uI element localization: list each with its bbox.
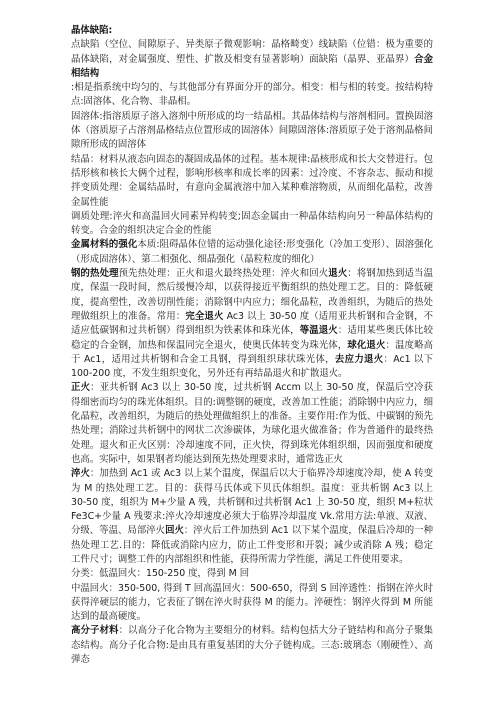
- paragraph-heat-treatment: 钢的热处理预先热处理：正火和退火最终热处理：淬火和回火退火：将钢加热到适当温度，保温一段时间，然后缓慢冷却，以获得接近平衡组织的热处理工艺。目的：降低硬度，提高塑性，改善切削性能；消除钢中内应力；细化晶粒，改善组织，为随后的热处理做组织上的准备。常用：完全退火 Ac3 以上 30-50 度（适用亚共析钢和合金钢，不适应低碳钢和过共析钢）得到组织为铁素体和珠光体，等温退火：适用某些奥氏体比较稳定的合金钢，加热和保温同完全退火，使奥氏体转变为珠光体，球化退火：温度略高于 Ac1，适用过共析钢和合金工具钢，得到组织球状珠光体，去应力退火：Ac1 以下 100-200 度，不发生组织变化，另外还有再结晶退火和扩散退火。: [71, 268, 433, 380]
- paragraph-classification: 分类：低温回火：150-250 度，得到 M 回: [71, 568, 250, 580]
- paragraph-defects: 点缺陷（空位、间隙原子、异类原子微观影响：晶格畸变）线缺陷（位错：极为重要的晶体缺陷，对金属强度、塑性、扩散及相变有显著影响）面缺陷（晶界、亚晶界）合金相结构: [71, 39, 433, 79]
- term-strengthening: 金属材料的强化: [71, 239, 138, 251]
- heading-crystal-defects: 晶体缺陷:: [71, 25, 113, 36]
- term-tempering: 回火: [165, 525, 184, 537]
- paragraph-quench-temper: 调质处理:淬火和高温回火同素异构转变;固态金属由一种晶体结构向另一种晶体结构的转变。合金的组织决定合金的性能: [71, 210, 433, 237]
- term-quenching: 淬火: [71, 468, 90, 480]
- paragraph-tempering-ranges: 中温回火：350-500, 得到 T 回高温回火：500-650，得到 S 回淬透性：指钢在淬火时获得淬硬层的能力，它表征了钢在淬火时获得 M 的能力。淬硬性：钢淬火得到 M 所能达到的最高硬度。: [71, 582, 433, 623]
- paragraph-normalizing: 正火：亚共析钢 Ac3 以上 30-50 度，过共析钢 Accm 以上 30-50 度，保温后空冷获得细密而均匀的珠光体组织。目的:调整钢的硬度，改善加工性能；消除钢中内应力，细化晶粒，改善组织，为随后的热处理做组织上的准备。主要作用:作为低、中碳钢的预先热处理；消除过共析钢中的网状二次渗碳体，为球化退火做准备；作为普通件的最终热处理。退火和正火区别：冷却速度不同，正火快，得到珠光体组织细，因而强度和硬度也高。实际中，如果钢者均能达到预先热处理要求时，通常选正火: [71, 382, 433, 465]
- paragraph-quenching: 淬火：加热到 Ac1 或 Ac3 以上某个温度，保温后以大于临界冷却速度冷却，使 A 转变为 M 的热处理工艺。目的：获得马氏体或下贝氏体组织。温度：亚共析钢 Ac3 以上 30-50 度，组织为 M+少量 A 残，共析钢和过共析钢 Ac1 上 30-50 度，组织 M+粒状 Fe3C+少量 A 残要求:淬火冷却速度必须大于临界冷却温度 Vk.常用方法:单液、双液、分级、等温、局部淬火回火：淬火后工件加热到 Ac1 以下某个温度，保温后冷却的一种热处理工艺.目的：降低或消除内应力，防止工件变形和开裂；减少或消除 A 残；稳定工件尺寸；调整工件的内部组织和性能，获得所需力学性能，满足工件使用要求。: [71, 468, 433, 565]
- paragraph-strengthening: 金属材料的强化本质:阻碍晶体位错的运动强化途径:形变强化（冷加工变形）、固溶强化（形成固溶体）、第二相强化、细晶强化（晶粒粒度的细化）: [71, 239, 433, 265]
- paragraph-polymer: 高分子材料：以高分子化合物为主要组分的材料。结构包括大分子链结构和高分子聚集态结构。高分子化合物:是由具有重复基团的大分子链构成。三态:玻璃态（刚硬性）、高弹态: [71, 625, 433, 666]
- paragraph-phase: :相是指系统中均匀的、与其他部分有界面分开的部分。相变：相与相的转变。按结构特点:固溶体、化合物、非晶相。: [71, 82, 433, 108]
- term-normalizing: 正火: [71, 382, 91, 394]
- paragraph-crystallization: 结晶：材料从液态向固态的凝固成晶体的过程。基本规律:晶核形成和长大交替进行。包括形核和核长大俩个过程，影响形核率和成长率的因素：过冷度、不容杂志、振动和搅拌变质处理：金属结晶时，有意向金属液溶中加入某种难溶物质，从而细化晶粒，改善金属性能: [71, 153, 433, 208]
- term-heat-treatment: 钢的热处理: [71, 268, 119, 280]
- term-polymer: 高分子材料: [71, 625, 119, 637]
- document-page: [71, 24, 433, 667]
- term-alloy-phase: 合金相结构: [71, 53, 433, 79]
- paragraph-solid-solution: 固溶体:指溶质原子溶入溶剂中所形成的均一结晶相。其晶体结构与溶剂相同。置换固溶体（溶质原子占溶剂晶格结点位置形成的固溶体）间隙固溶体:溶质原子处于溶剂晶格间隙所形成的固溶体: [71, 110, 433, 151]
